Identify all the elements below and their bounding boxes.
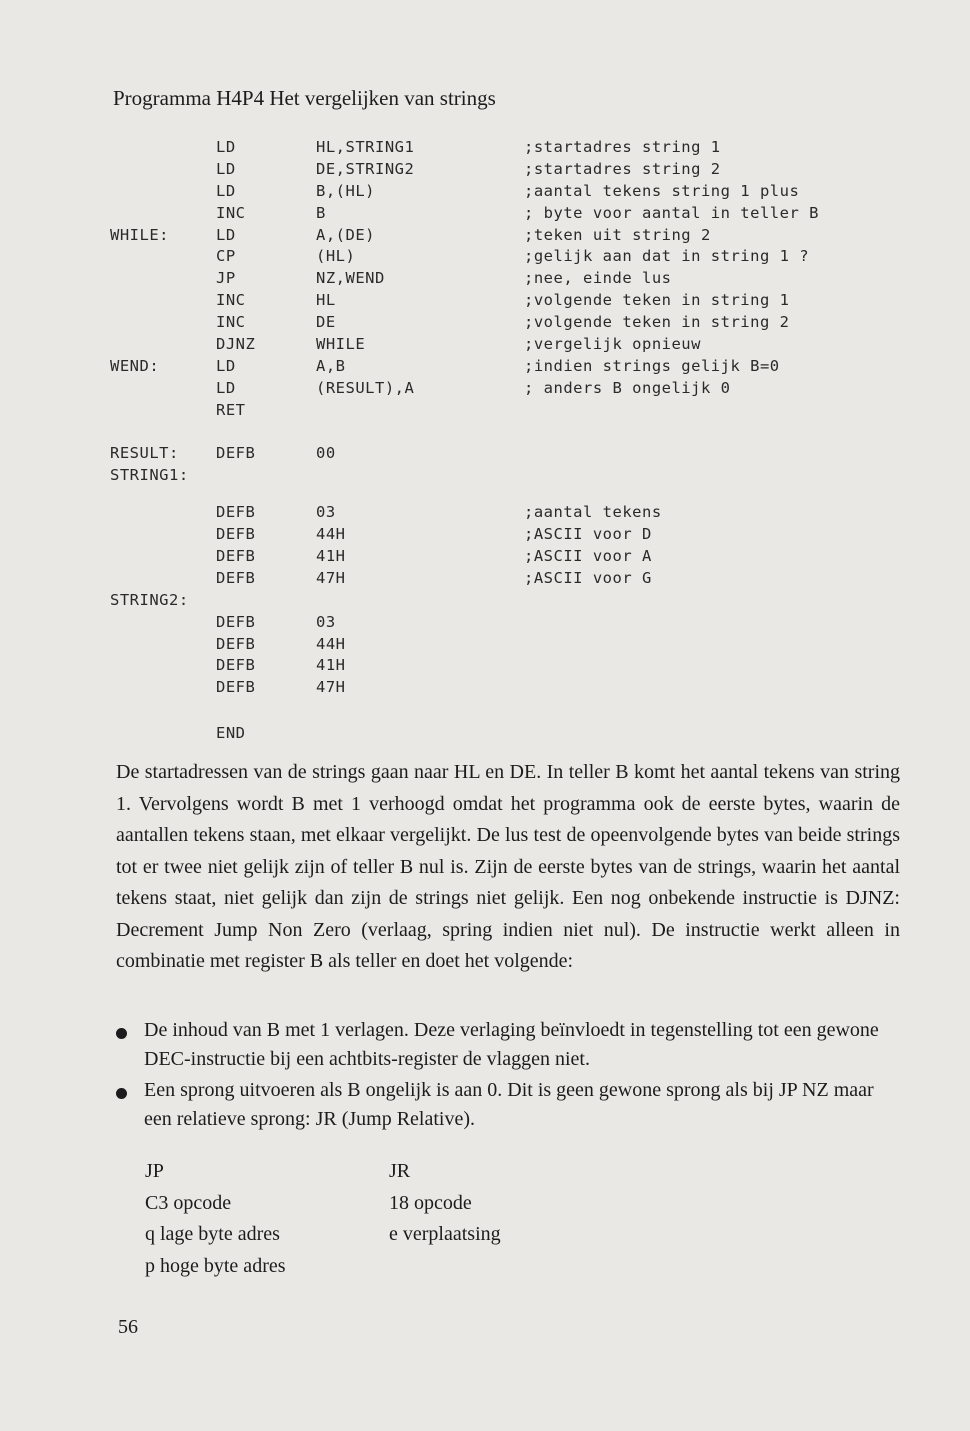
page-number: 56 (118, 1316, 138, 1338)
bullet-list (116, 1016, 906, 1136)
bullet-text: Een sprong uitvoeren als B ongelijk is aan 0. Dit is geen gewone sprong als bij JP NZ maar een relatieve sprong: JR (Jump Relative). (144, 1079, 874, 1130)
program-title: Programma H4P4 Het vergelijken van strings (113, 86, 496, 110)
bullet-item (116, 1016, 906, 1074)
book-page: Programma H4P4 Het vergelijken van strings LD HL,STRING1 ;startadres string 1 LD DE,STRING2 ;startadres string 2 LD B,(HL) ;aantal tekens string 1 plus INC B ; byte voor aantal in teller B WHILE: LD A,(DE) ;teken uit string 2 CP (HL) ;gelijk aan dat in string 1 ? JP NZ,WEND ;nee, einde lus INC HL ;volgende teken in string 1 INC DE ;volgende teken in string 2 DJNZ WHILE ;vergelijk opnieuw WEND: LD A,B ;indien strings gelijk B=0 LD (RESULT),A ; anders B ongelijk 0 RET RESULT: DEFB 00 STRING1: DEFB 03 ;aantal tekens DEFB 44H ;ASCII voor D DEFB 41H ;ASCII voor A DEFB 47H ;ASCII voor G STRING2: DEFB 03 DEFB 44H DEFB 41H DEFB 47H END De startadressen van de strings gaan naar HL en DE. In teller B komt het aantal tekens van string 1. Vervolgens wordt B met 1 verhoogd omdat het programma ook de eerste bytes, waarin de aantallen tekens staan, met elkaar vergelijkt. De lus test de opeenvolgende bytes van beide strings tot er twee niet gelijk zijn of teller B nul is. Zijn de eerste bytes van de strings, waarin het aantal tekens staat, niet gelijk dan zijn de strings niet gelijk. Een nog onbekende instructie is DJNZ: Decrement Jump Non Zero (verlaag, spring indien niet nul). De instructie werkt alleen in combinatie met register B als teller en doet het volgende: De inhoud van B met 1 verlagen. Deze verlaging beïnvloedt in tegenstelling tot een gewone DEC-instructie bij een achtbits-register de vlaggen niet. Een sprong uitvoeren als B ongelijk is aan 0. Dit is geen gewone sprong als bij JP NZ maar een relatieve sprong: JR (Jump Relative). JP JR C3 opcode 18 opcode q lage byte adres e verplaatsing p hoge byte adres 56 (0, 0, 970, 1431)
bullet-item (116, 1076, 906, 1134)
bullet-dot-icon (116, 1028, 127, 1039)
body-paragraph: De startadressen van de strings gaan naar HL en DE. In teller B komt het aantal tekens van string 1. Vervolgens wordt B met 1 verhoogd omdat het programma ook de eerste bytes, waarin de aantallen tekens staan, met elkaar vergelijkt. De lus test de opeenvolgende bytes van beide strings tot er twee niet gelijk zijn of teller B nul is. Zijn de eerste bytes van de strings, waarin het aantal tekens staat, niet gelijk dan zijn de strings niet gelijk. Een nog onbekende instructie is DJNZ: Decrement Jump Non Zero (verlaag, spring indien niet nul). De instructie werkt alleen in combinatie met register B als teller en doet het volgende: (116, 761, 900, 972)
bullet-text: De inhoud van B met 1 verlagen. Deze verlaging beïnvloedt in tegenstelling tot een gewone DEC-instructie bij een achtbits-register de vlaggen niet. (144, 1019, 879, 1070)
bullet-dot-icon (116, 1088, 127, 1099)
